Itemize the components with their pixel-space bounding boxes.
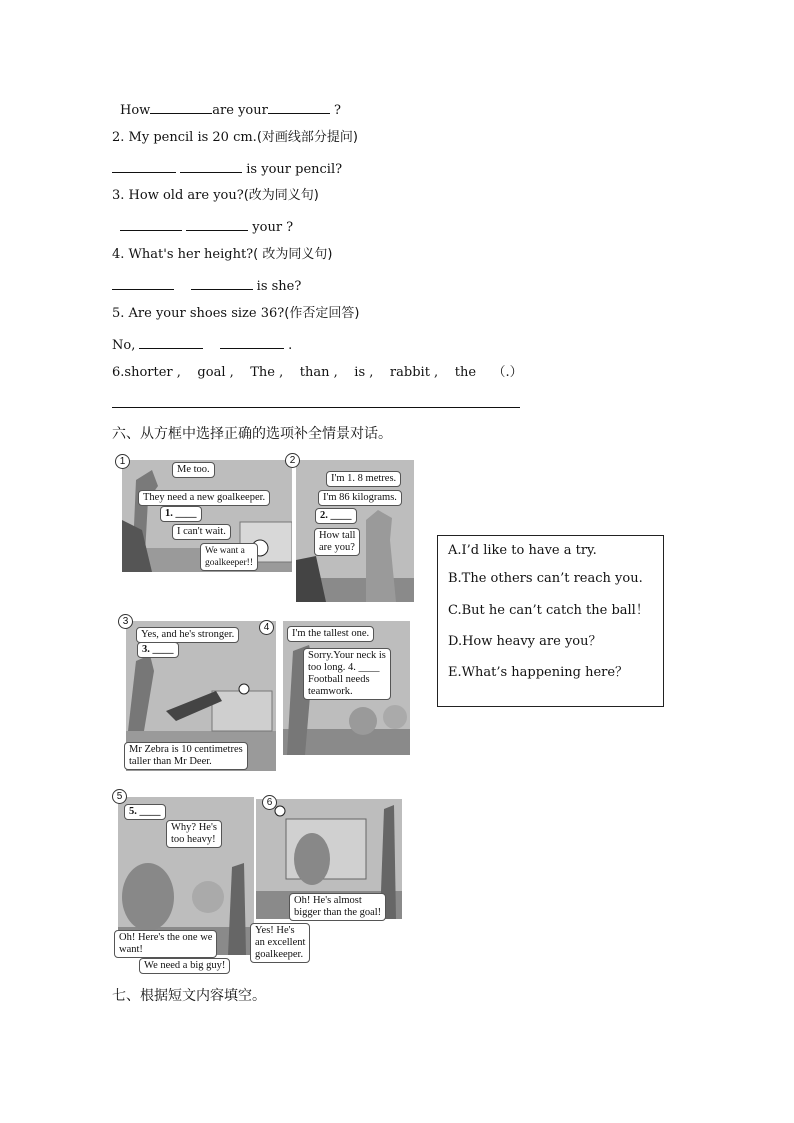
section-7-heading: 七、根据短文内容填空。 [112, 988, 266, 1004]
speech-bubble: Sorry.Your neck is too long. 4. ____ Football needs teamwork. [303, 648, 391, 700]
option-a[interactable]: A.I’d like to have a try. [448, 543, 597, 558]
a2-suffix: is your pencil? [242, 162, 343, 177]
question-5 [112, 306, 359, 322]
panel-number: 6 [262, 795, 277, 810]
question-6: 6.shorter , goal , The , than , is , rabbit , the （.） [112, 365, 523, 380]
q2-note: (对画线部分提问) [256, 130, 358, 145]
q1-suffix: ? [329, 103, 341, 118]
options-box [437, 535, 664, 707]
speech-bubble: Oh! Here's the one we want! [114, 930, 217, 958]
blank[interactable] [268, 101, 330, 114]
question-4 [112, 247, 332, 263]
q3-text: 3. How old are you? [112, 188, 244, 203]
option-b[interactable]: B.The others can’t reach you. [448, 571, 643, 586]
q4-note: ( 改为同义句) [253, 247, 333, 262]
q2-text: 2. My pencil is 20 cm. [112, 130, 257, 145]
panel-number: 4 [259, 620, 274, 635]
q5-note: (作否定回答) [284, 306, 360, 321]
a5-prefix: No, [112, 338, 140, 353]
answer-2 [112, 160, 342, 178]
option-d[interactable]: D.How heavy are you？ [448, 634, 602, 649]
answer-5 [112, 336, 292, 354]
option-c[interactable]: C.But he can’t catch the ball！ [448, 603, 649, 618]
question-1 [120, 101, 341, 119]
q5-text: 5. Are your shoes size 36? [112, 306, 285, 321]
speech-bubble: How tall are you? [314, 528, 360, 556]
answer-3 [120, 218, 293, 236]
speech-bubble: Oh! He's almost bigger than the goal! [289, 893, 386, 921]
speech-bubble[interactable]: 1. ____ [160, 506, 202, 522]
a5-suffix: . [284, 338, 293, 353]
panel-number: 2 [285, 453, 300, 468]
option-e[interactable]: E.What’s happening here？ [448, 665, 629, 680]
question-2 [112, 130, 358, 146]
speech-bubble: I'm the tallest one. [287, 626, 374, 642]
blank[interactable] [112, 277, 174, 290]
answer-line-6[interactable] [112, 407, 520, 408]
speech-bubble: We want a goalkeeper!! [200, 543, 258, 571]
blank[interactable] [180, 160, 242, 173]
panel-number: 1 [115, 454, 130, 469]
blank[interactable] [220, 336, 284, 349]
speech-bubble: Yes, and he's stronger. [136, 627, 239, 643]
blank[interactable] [191, 277, 253, 290]
speech-bubble: I can't wait. [172, 524, 231, 540]
a4-suffix: is she? [252, 279, 302, 294]
speech-bubble[interactable]: 2. ____ [315, 508, 357, 524]
speech-bubble[interactable]: 5. ____ [124, 804, 166, 820]
speech-bubble: Mr Zebra is 10 centimetres taller than Mr Deer. [124, 742, 248, 770]
panel-number: 3 [118, 614, 133, 629]
speech-bubble: I'm 1. 8 metres. [326, 471, 401, 487]
blank[interactable] [186, 218, 248, 231]
speech-bubble: Yes! He's an excellent goalkeeper. [250, 923, 310, 963]
blank[interactable] [150, 101, 212, 114]
q4-text: 4. What's her height? [112, 247, 254, 262]
speech-bubble: Why? He's too heavy! [166, 820, 222, 848]
blank[interactable] [112, 160, 176, 173]
speech-bubble[interactable]: 3. ____ [137, 642, 179, 658]
q1-prefix: How [120, 103, 151, 118]
q3-note: (改为同义句) [243, 188, 319, 203]
q1-middle: are your [212, 103, 268, 118]
a3-suffix: your ? [248, 220, 294, 235]
blank[interactable] [120, 218, 182, 231]
speech-bubble: We need a big guy! [139, 958, 230, 974]
section-6-heading: 六、从方框中选择正确的选项补全情景对话。 [112, 426, 392, 442]
blank[interactable] [139, 336, 203, 349]
speech-bubble: They need a new goalkeeper. [138, 490, 270, 506]
question-3 [112, 188, 319, 204]
panel-number: 5 [112, 789, 127, 804]
speech-bubble: Me too. [172, 462, 215, 478]
speech-bubble: I'm 86 kilograms. [318, 490, 402, 506]
answer-4 [112, 277, 301, 295]
